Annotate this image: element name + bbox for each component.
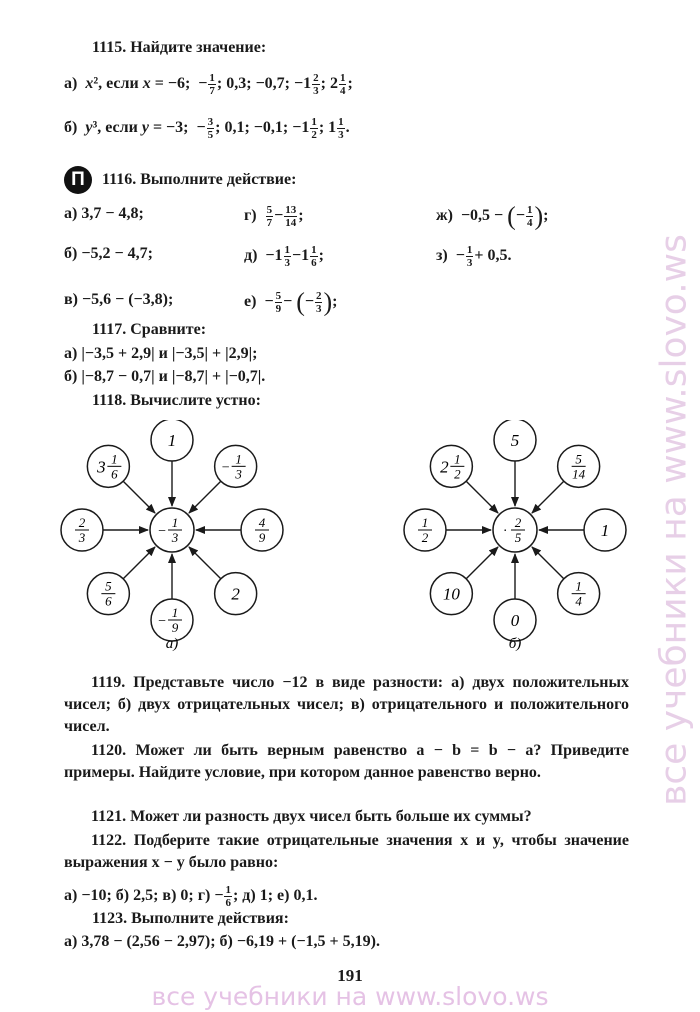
problem-1115-a: а) x², если x = −6; − $\frac{1}{7}$ ; 0,3; −0,7; −1 $\frac{2}{3}$ ; 2 $\frac{1}{4}$ ;	[64, 72, 353, 97]
diagram_b-node-1-numerator: 5	[575, 451, 582, 467]
diagram_b-center-sign: ·	[503, 524, 507, 539]
diagram_b-node-2-value: 1	[600, 521, 610, 540]
problem-1123-header: 1123. Выполните действия:	[92, 910, 289, 927]
problem-1117-header: 1117. Сравните:	[92, 321, 207, 338]
diagram_b-center-denominator: 5	[514, 530, 522, 545]
diagram_a-node-2-denominator: 9	[258, 530, 266, 545]
diagram_b-node-3-numerator: 1	[575, 578, 582, 594]
problem-1121: 1121. Может ли разность двух чисел быть больше их суммы?	[91, 808, 532, 825]
diagram_b-node-6-denominator: 2	[421, 530, 429, 545]
diagram_a-node-1-numerator: 1	[235, 451, 242, 467]
problem-1115-header: 1115. Найдите значение:	[92, 39, 267, 56]
diagram_b-node-7-whole: 2	[440, 457, 449, 477]
diagram_b-node-7-numerator: 1	[454, 451, 461, 467]
problem-1116-d: д) −1 $\frac{1}{3}$ −1 $\frac{1}{6}$ ;	[244, 244, 324, 269]
diagram_b-node-1-denominator: 14	[572, 466, 586, 482]
diagram_a-node-1-denominator: 3	[235, 466, 242, 482]
diagram_b-center-numerator: 2	[514, 515, 522, 530]
required-task-badge: П	[64, 166, 92, 194]
diagram_b-node-0-value: 5	[510, 431, 520, 450]
problem-1116-z: з) − $\frac{1}{3}$ + 0,5.	[436, 244, 512, 269]
diagram_a-node-1-sign: −	[220, 460, 231, 476]
diagram_a-center-sign: −	[157, 524, 167, 539]
diagram_a-node-2-numerator: 4	[258, 515, 266, 530]
diagram_b-arrow-3	[532, 547, 564, 579]
problem-1120: 1120. Может ли быть верным равенство a − b = b − a? Приведите примеры. Найдите условие, при котором данное равенство верно.	[64, 742, 630, 781]
problem-1118-header: 1118. Вычислите устно:	[92, 392, 261, 409]
diagrams-figure	[0, 420, 700, 660]
diagram-b	[404, 420, 626, 641]
diagram_b-node-4-value: 0	[510, 611, 520, 630]
problem-1116-b: б) −5,2 − 4,7;	[64, 245, 153, 262]
diagram_a-node-7-numerator: 1	[111, 451, 118, 467]
problem-1116-header: 1116. Выполните действие:	[102, 171, 297, 188]
diagram_a-node-3-value: 2	[231, 584, 240, 604]
diagram_a-node-7-denominator: 6	[111, 466, 118, 482]
diagram_b-arrow-7	[466, 481, 498, 513]
problem-1117-a: а) |−3,5 + 2,9| и |−3,5| + |2,9|;	[64, 345, 258, 362]
problem-1119: 1119. Представьте число −12 в виде разности: а) двух положительных чисел; б) двух отрицательных чисел; в) отрицательного и положительного чисел.	[64, 674, 630, 735]
problem-1122-answers: а) −10; б) 2,5; в) 0; г) − $\frac{1}{6}$ ; д) 1; е) 0,1.	[64, 884, 318, 909]
diagram-b-caption: б)	[508, 636, 522, 652]
diagram_a-arrow-3	[189, 547, 221, 579]
problem-1116-zh: ж) −0,5 − (− $\frac{1}{4}$ );	[436, 201, 549, 231]
diagram_b-arrow-5	[466, 547, 498, 579]
diagram_a-arrow-5	[123, 547, 155, 579]
diagram_a-node-5-numerator: 5	[105, 578, 112, 594]
watermark-side: все учебники на www.slovo.ws	[653, 234, 695, 806]
diagram-a-caption: а)	[165, 636, 179, 652]
diagram-a	[61, 420, 283, 641]
diagram_a-node-5-denominator: 6	[105, 593, 112, 609]
problem-1116-v: в) −5,6 − (−3,8);	[64, 291, 174, 308]
problem-1117-b: б) |−8,7 − 0,7| и |−8,7| + |−0,7|.	[64, 368, 266, 385]
diagram_a-node-4-numerator: 1	[171, 605, 179, 620]
diagram_b-arrow-1	[532, 481, 564, 513]
diagram_a-node-6-numerator: 2	[78, 515, 86, 530]
diagram_a-center-denominator: 3	[171, 530, 179, 545]
diagram_b-node-7-denominator: 2	[454, 466, 461, 482]
diagram_b-node-6-numerator: 1	[421, 515, 429, 530]
diagram_b-node-3-denominator: 4	[575, 593, 582, 609]
problem-1116-a: а) 3,7 − 4,8;	[64, 205, 144, 222]
diagram_a-arrow-7	[123, 481, 155, 513]
problem-1123-a: а) 3,78 − (2,56 − 2,97); б) −6,19 + (−1,5 + 5,19).	[64, 933, 380, 950]
diagram_a-node-7-whole: 3	[97, 457, 106, 477]
diagram_a-arrow-1	[189, 481, 221, 513]
page-number: 191	[337, 966, 363, 985]
problem-1116-e: е) − $\frac{5}{9}$ − (− $\frac{2}{3}$ );	[244, 287, 338, 317]
diagram_a-node-4-denominator: 9	[171, 620, 179, 635]
problem-1116-g: г) $\frac{5}{7}$ − $\frac{13}{14}$ ;	[244, 204, 304, 229]
problem-1122: 1122. Подберите такие отрицательные значения x и y, чтобы значение выражения x − y было равно:	[64, 832, 630, 871]
diagram_a-center-numerator: 1	[171, 515, 179, 530]
problem-1115-b: б) y³, если y = −3; − $\frac{3}{5}$ ; 0,1; −0,1; −1 $\frac{1}{2}$ ; 1 $\frac{1}{3}$ .	[64, 116, 350, 141]
diagram_a-node-6-denominator: 3	[78, 530, 86, 545]
watermark-bottom: все учебники на www.slovo.ws	[151, 982, 549, 1011]
diagram_a-node-0-value: 1	[167, 431, 177, 450]
diagram_b-node-5-value: 10	[442, 584, 460, 604]
diagram_a-node-4-sign: −	[157, 614, 167, 629]
